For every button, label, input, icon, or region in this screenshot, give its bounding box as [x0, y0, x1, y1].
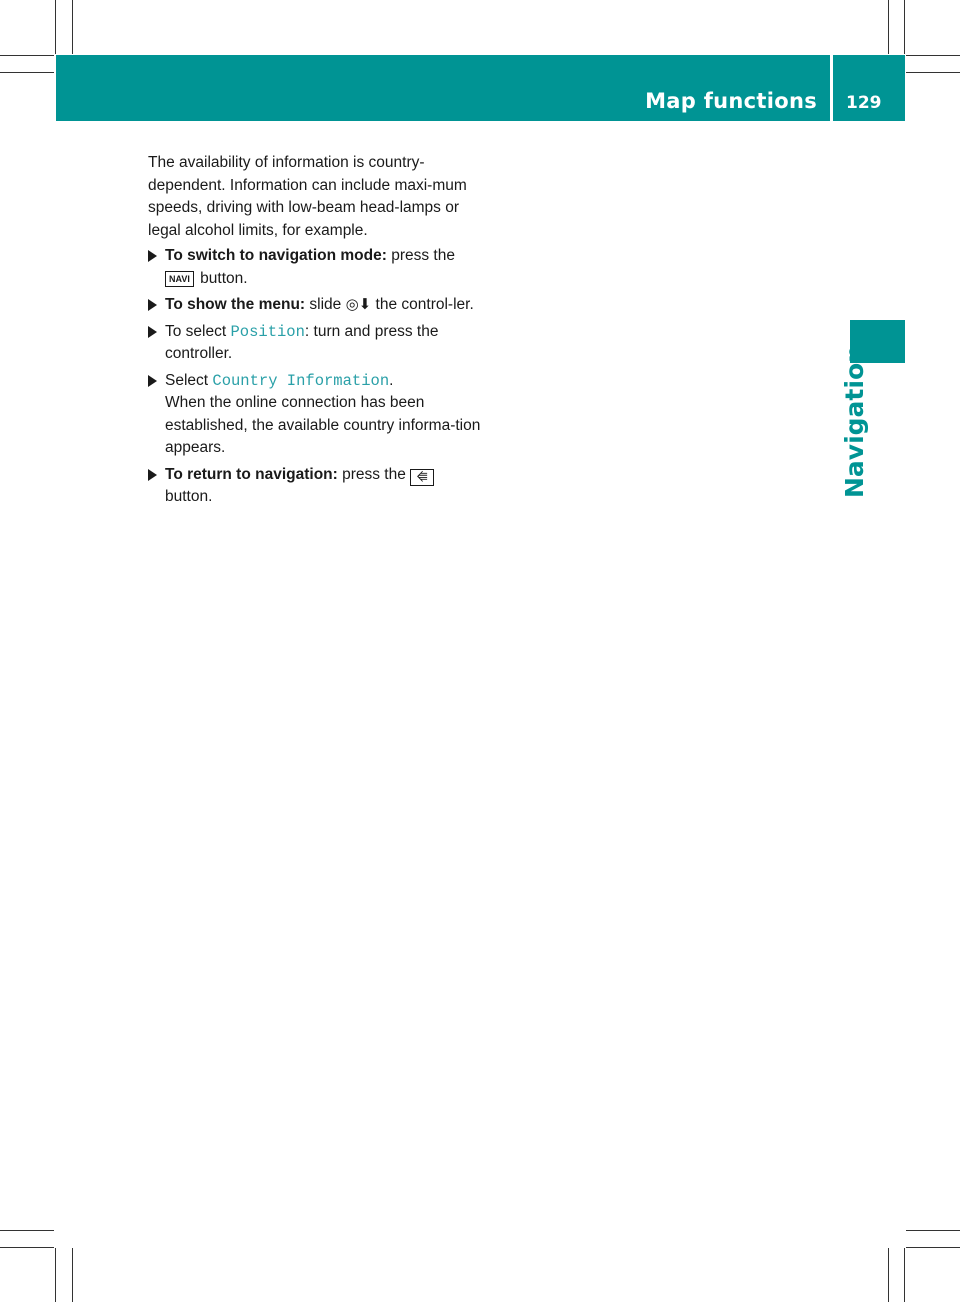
crop-mark — [72, 0, 73, 54]
step-heading: To switch to navigation mode: — [165, 247, 387, 264]
crop-mark — [888, 1248, 889, 1302]
crop-mark — [0, 72, 54, 73]
page-body — [148, 152, 488, 513]
step-heading: To return to navigation: — [165, 465, 338, 483]
instruction-step — [148, 370, 488, 460]
step-text: . — [389, 371, 394, 389]
crop-mark — [0, 55, 54, 56]
step-text: Select — [165, 371, 213, 389]
crop-mark — [72, 1248, 73, 1302]
crop-mark — [906, 72, 960, 73]
crop-mark — [906, 1230, 960, 1231]
step-text: the control-ler. — [371, 296, 474, 313]
back-button-icon: ⭅ — [410, 469, 434, 486]
crop-mark — [906, 1247, 960, 1248]
header-divider — [830, 55, 833, 121]
step-text: button. — [195, 269, 248, 287]
crop-mark — [904, 0, 905, 54]
step-result-text: When the online connection has been established, the available country informa-tion appears. — [165, 394, 481, 456]
step-text: press the — [337, 465, 406, 483]
page-number: 129 — [846, 93, 882, 113]
step-text: : turn and press the controller. — [165, 322, 439, 362]
controller-slide-down-icon: ◎⬇ — [345, 296, 372, 313]
crop-mark — [0, 1230, 54, 1231]
step-arrow-icon — [148, 375, 157, 387]
crop-mark — [888, 0, 889, 54]
crop-mark — [906, 55, 960, 56]
instruction-step — [148, 245, 488, 290]
crop-mark — [0, 1247, 54, 1248]
menu-item-position: Position — [230, 322, 305, 341]
section-title: Map functions — [645, 89, 817, 113]
step-arrow-icon — [148, 250, 157, 262]
menu-item-country-information: Country Information — [212, 371, 390, 390]
step-text: press the — [386, 247, 455, 264]
intro-paragraph: The availability of information is country-dependent. Information can include maxi-mum speeds, driving with low-beam head-lamps or legal alcohol limits, for example. — [148, 154, 467, 239]
instruction-step — [148, 321, 488, 366]
crop-mark — [904, 1248, 905, 1302]
step-arrow-icon — [148, 326, 157, 338]
crop-mark — [55, 1248, 56, 1302]
navi-button-icon: NAVI — [165, 271, 194, 287]
step-heading: To show the menu: — [165, 296, 306, 313]
step-arrow-icon — [148, 299, 157, 311]
crop-mark — [55, 0, 56, 54]
instruction-step — [148, 464, 488, 509]
chapter-tab-label: Navigation — [840, 345, 869, 498]
instruction-step — [148, 294, 488, 317]
step-arrow-icon — [148, 469, 157, 481]
page-header — [56, 55, 905, 121]
step-text: To select — [165, 322, 231, 340]
step-text: slide — [305, 296, 342, 313]
step-text: button. — [165, 488, 213, 505]
